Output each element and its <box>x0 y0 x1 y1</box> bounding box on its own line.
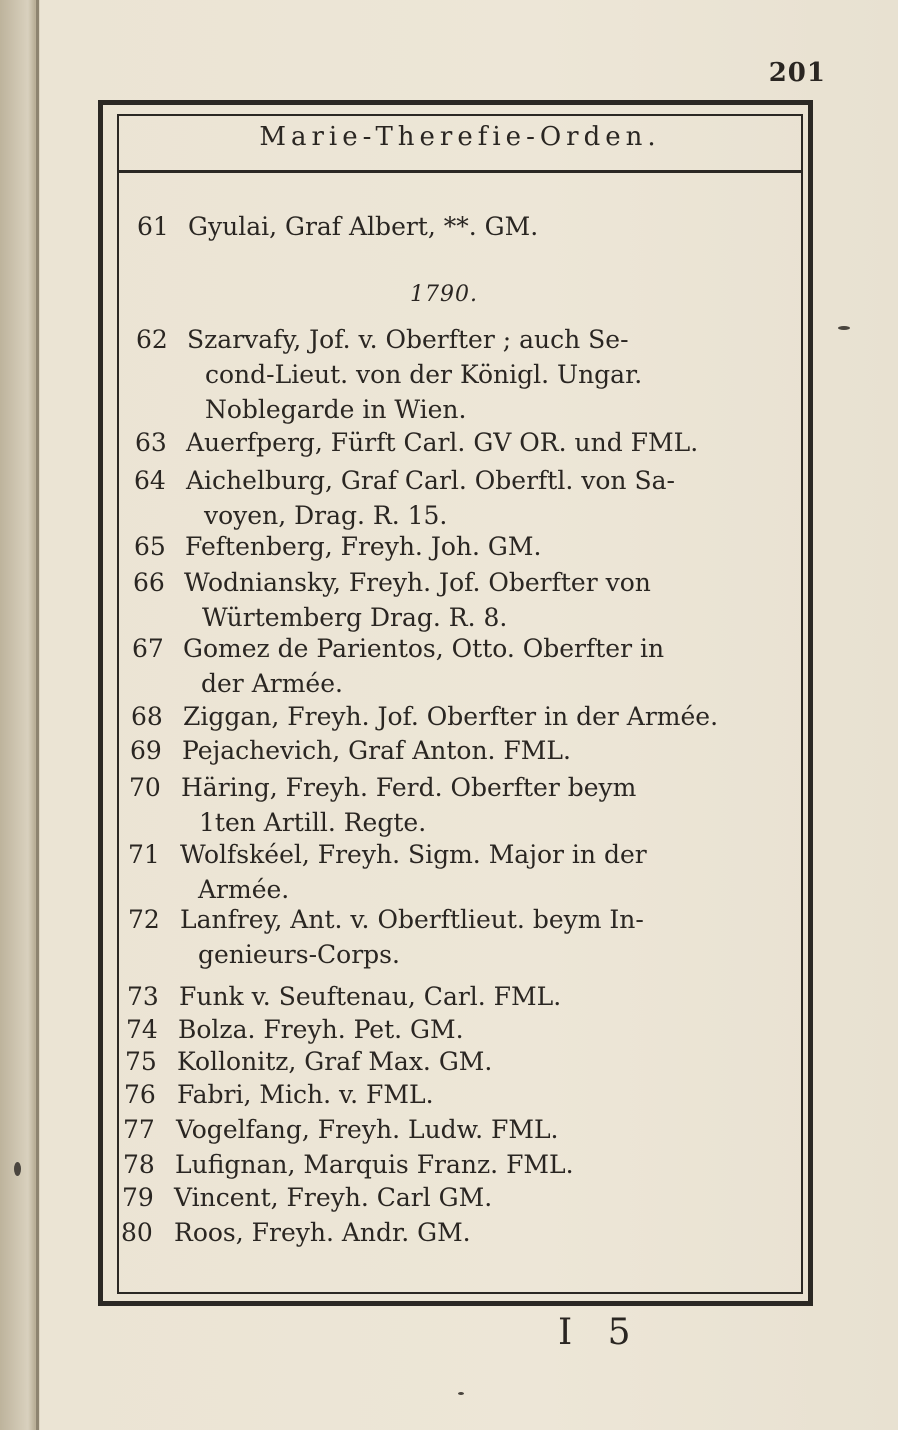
signature-mark: I 5 <box>558 1312 643 1353</box>
entry-continuation-text: voyen, Drag. R. 15. <box>204 501 448 530</box>
entry-number: 69 <box>130 736 162 765</box>
entry-text: Feftenberg, Freyh. Joh. GM. <box>185 532 542 561</box>
ink-speck <box>838 326 850 330</box>
entry-text: Lanfrey, Ant. v. Oberftlieut. beym In- <box>180 905 644 934</box>
entry-text: Vogelfang, Freyh. Ludw. FML. <box>176 1115 559 1144</box>
left-page-edge <box>0 0 40 1430</box>
entry-text: Pejachevich, Graf Anton. FML. <box>182 736 571 765</box>
entry-number: 70 <box>129 773 161 802</box>
entry-number: 64 <box>134 466 166 495</box>
page-title: Marie-Therefie-Orden. <box>259 122 661 152</box>
entry-number: 75 <box>125 1047 157 1076</box>
ink-speck <box>14 1162 21 1176</box>
entry-continuation-text: 1ten Artill. Regte. <box>199 808 427 837</box>
entry-text: Roos, Freyh. Andr. GM. <box>174 1218 471 1247</box>
entry-text: Szarvafy, Jof. v. Oberfter ; auch Se- <box>187 325 629 354</box>
year-heading: 1790. <box>410 282 478 307</box>
entry-text: Funk v. Seuftenau, Carl. FML. <box>179 982 562 1011</box>
entry-text: Ziggan, Freyh. Jof. Oberfter in der Armée. <box>183 702 719 731</box>
title-rule <box>117 170 803 173</box>
entry-number: 76 <box>124 1080 156 1109</box>
entry-text: Bolza. Freyh. Pet. GM. <box>178 1015 464 1044</box>
entry-text: Auerfperg, Fürft Carl. GV OR. und FML. <box>186 428 699 457</box>
entry-number: 78 <box>123 1150 155 1179</box>
entry-text: Gomez de Parientos, Otto. Oberfter in <box>183 634 665 663</box>
entry-number: 74 <box>126 1015 158 1044</box>
entry-text: Wodniansky, Freyh. Jof. Oberfter von <box>184 568 651 597</box>
entry-continuation-text: Noblegarde in Wien. <box>205 395 467 424</box>
entry-continuation-text: der Armée. <box>201 669 343 698</box>
entry-number: 65 <box>134 532 166 561</box>
entry-number: 77 <box>123 1115 155 1144</box>
entry-number: 62 <box>136 325 168 354</box>
entry-text: Fabri, Mich. v. FML. <box>177 1080 434 1109</box>
entry-text: Aichelburg, Graf Carl. Oberftl. von Sa- <box>186 466 675 495</box>
entry-text: Vincent, Freyh. Carl GM. <box>174 1183 493 1212</box>
ink-speck <box>458 1392 464 1395</box>
entry-number: 72 <box>128 905 160 934</box>
entry-text: Wolfskéel, Freyh. Sigm. Major in der <box>180 840 647 869</box>
entry-number: 80 <box>121 1218 153 1247</box>
entry-text: Lufignan, Marquis Franz. FML. <box>175 1150 574 1179</box>
page-number: 201 <box>768 58 826 88</box>
entry-number: 68 <box>131 702 163 731</box>
entry-number: 61 <box>137 212 169 241</box>
entry-continuation-text: cond-Lieut. von der Königl. Ungar. <box>205 360 643 389</box>
entry-continuation-text: genieurs-Corps. <box>198 940 400 969</box>
entry-number: 63 <box>135 428 167 457</box>
entry-number: 67 <box>132 634 164 663</box>
entry-number: 73 <box>127 982 159 1011</box>
entry-number: 66 <box>133 568 165 597</box>
entry-number: 79 <box>122 1183 154 1212</box>
entry-text: Kollonitz, Graf Max. GM. <box>177 1047 493 1076</box>
entry-number: 71 <box>128 840 160 869</box>
entry-text: Gyulai, Graf Albert, **. GM. <box>188 212 539 241</box>
entry-text: Häring, Freyh. Ferd. Oberfter beym <box>181 773 637 802</box>
entry-continuation-text: Armée. <box>198 875 290 904</box>
gutter-shadow <box>36 0 39 1430</box>
entry-continuation-text: Würtemberg Drag. R. 8. <box>202 603 508 632</box>
